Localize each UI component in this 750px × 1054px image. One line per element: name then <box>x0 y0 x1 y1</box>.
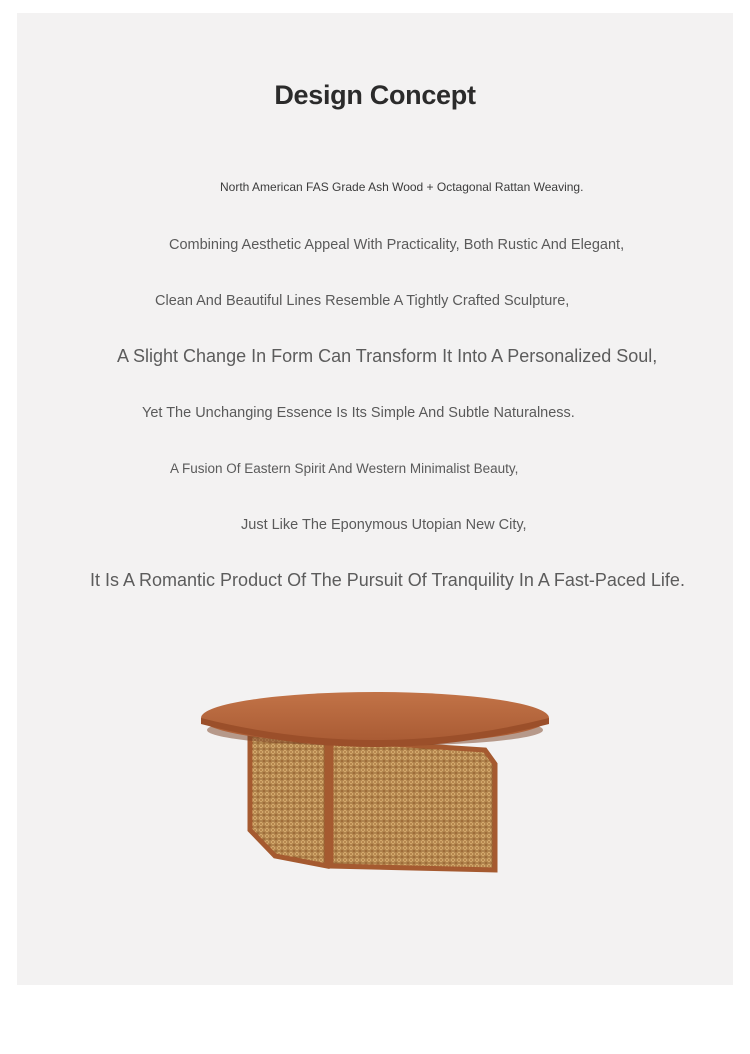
concept-line-8: It Is A Romantic Product Of The Pursuit Of Tranquility In A Fast-Paced Life. <box>90 570 685 590</box>
coffee-table-image <box>195 680 560 890</box>
page-title: Design Concept <box>274 80 476 110</box>
concept-line-6: A Fusion Of Eastern Spirit And Western Minimalist Beauty, <box>170 461 519 476</box>
concept-line-1: North American FAS Grade Ash Wood + Octagonal Rattan Weaving. <box>220 180 584 194</box>
rattan-panel-right <box>331 740 495 870</box>
concept-line-4: A Slight Change In Form Can Transform It Into A Personalized Soul, <box>117 346 658 366</box>
concept-line-3: Clean And Beautiful Lines Resemble A Tightly Crafted Sculpture, <box>155 293 570 309</box>
concept-line-7: Just Like The Eponymous Utopian New City, <box>241 517 527 533</box>
concept-line-5: Yet The Unchanging Essence Is Its Simple And Subtle Naturalness. <box>142 405 575 421</box>
rattan-panel-left <box>250 730 327 866</box>
concept-line-2: Combining Aesthetic Appeal With Practicality, Both Rustic And Elegant, <box>169 237 625 253</box>
oval-tabletop <box>201 692 549 744</box>
